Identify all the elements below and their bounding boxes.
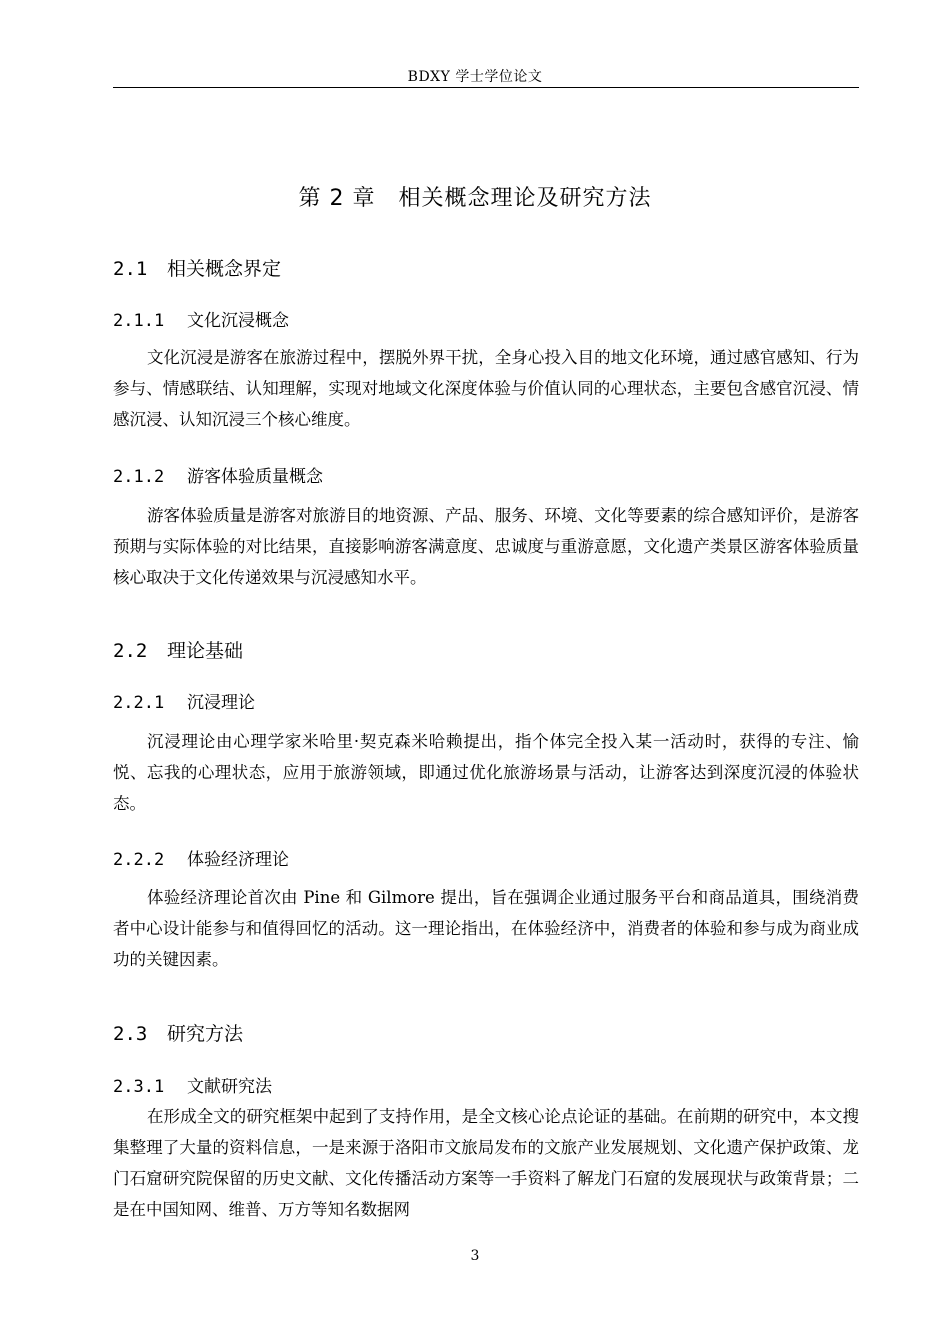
paragraph-2-1-1: 文化沉浸是游客在旅游过程中，摆脱外界干扰，全身心投入目的地文化环境，通过感官感知、行为参与、情感联结、认知理解，实现对地域文化深度体验与价值认同的心理状态，主要包含感官沉浸、情感沉浸、认知沉浸三个核心维度。 (113, 348, 859, 429)
subsection-number: 2.2.2 (113, 850, 165, 870)
section-title: 研究方法 (167, 1023, 244, 1045)
paragraph-2-1-2: 游客体验质量是游客对旅游目的地资源、产品、服务、环境、文化等要素的综合感知评价，是游客预期与实际体验的对比结果，直接影响游客满意度、忠诚度与重游意愿，文化遗产类景区游客体验质量核心取决于文化传递效果与沉浸感知水平。 (113, 506, 859, 587)
section-heading-2-2 (113, 636, 243, 663)
subsection-heading-2-2-2 (113, 845, 289, 870)
section-heading-2-3 (113, 1019, 243, 1046)
section-title: 理论基础 (167, 640, 244, 662)
section-number: 2.2 (113, 640, 148, 662)
subsection-number: 2.1.1 (113, 311, 165, 331)
section-heading-2-1 (113, 254, 281, 281)
subsection-number: 2.1.2 (113, 467, 165, 487)
subsection-title: 文献研究法 (187, 1077, 272, 1097)
section-number: 2.3 (113, 1023, 148, 1045)
page-number: 3 (470, 1248, 480, 1264)
section-title: 相关概念界定 (167, 258, 282, 280)
subsection-heading-2-3-1 (113, 1072, 272, 1097)
subsection-heading-2-1-2 (113, 462, 323, 487)
subsection-heading-2-1-1 (113, 306, 289, 331)
header-rule (113, 87, 859, 88)
subsection-title: 沉浸理论 (187, 693, 255, 713)
running-header: BDXY 学士学位论文 (407, 69, 543, 85)
section-number: 2.1 (113, 258, 148, 280)
paragraph-2-2-2: 体验经济理论首次由 Pine 和 Gilmore 提出，旨在强调企业通过服务平台和商品道具，围绕消费者中心设计能参与和值得回忆的活动。这一理论指出，在体验经济中，消费者的体验和参与成为商业成功的关键因素。 (113, 888, 859, 969)
chapter-title: 第 2 章 相关概念理论及研究方法 (298, 186, 652, 211)
subsection-title: 文化沉浸概念 (187, 311, 289, 331)
subsection-title: 游客体验质量概念 (187, 467, 323, 487)
subsection-heading-2-2-1 (113, 688, 255, 713)
subsection-number: 2.2.1 (113, 693, 165, 713)
subsection-title: 体验经济理论 (187, 850, 289, 870)
paragraph-2-2-1: 沉浸理论由心理学家米哈里·契克森米哈赖提出，指个体完全投入某一活动时，获得的专注、愉悦、忘我的心理状态，应用于旅游领域，即通过优化旅游场景与活动，让游客达到深度沉浸的体验状态。 (113, 732, 859, 813)
paragraph-2-3-1: 在形成全文的研究框架中起到了支持作用，是全文核心论点论证的基础。在前期的研究中，本文搜集整理了大量的资料信息，一是来源于洛阳市文旅局发布的文旅产业发展规划、文化遗产保护政策、龙门石窟研究院保留的历史文献、文化传播活动方案等一手资料了解龙门石窟的发展现状与政策背景；二是在中国知网、维普、万方等知名数据网 (113, 1107, 859, 1219)
subsection-number: 2.3.1 (113, 1077, 165, 1097)
